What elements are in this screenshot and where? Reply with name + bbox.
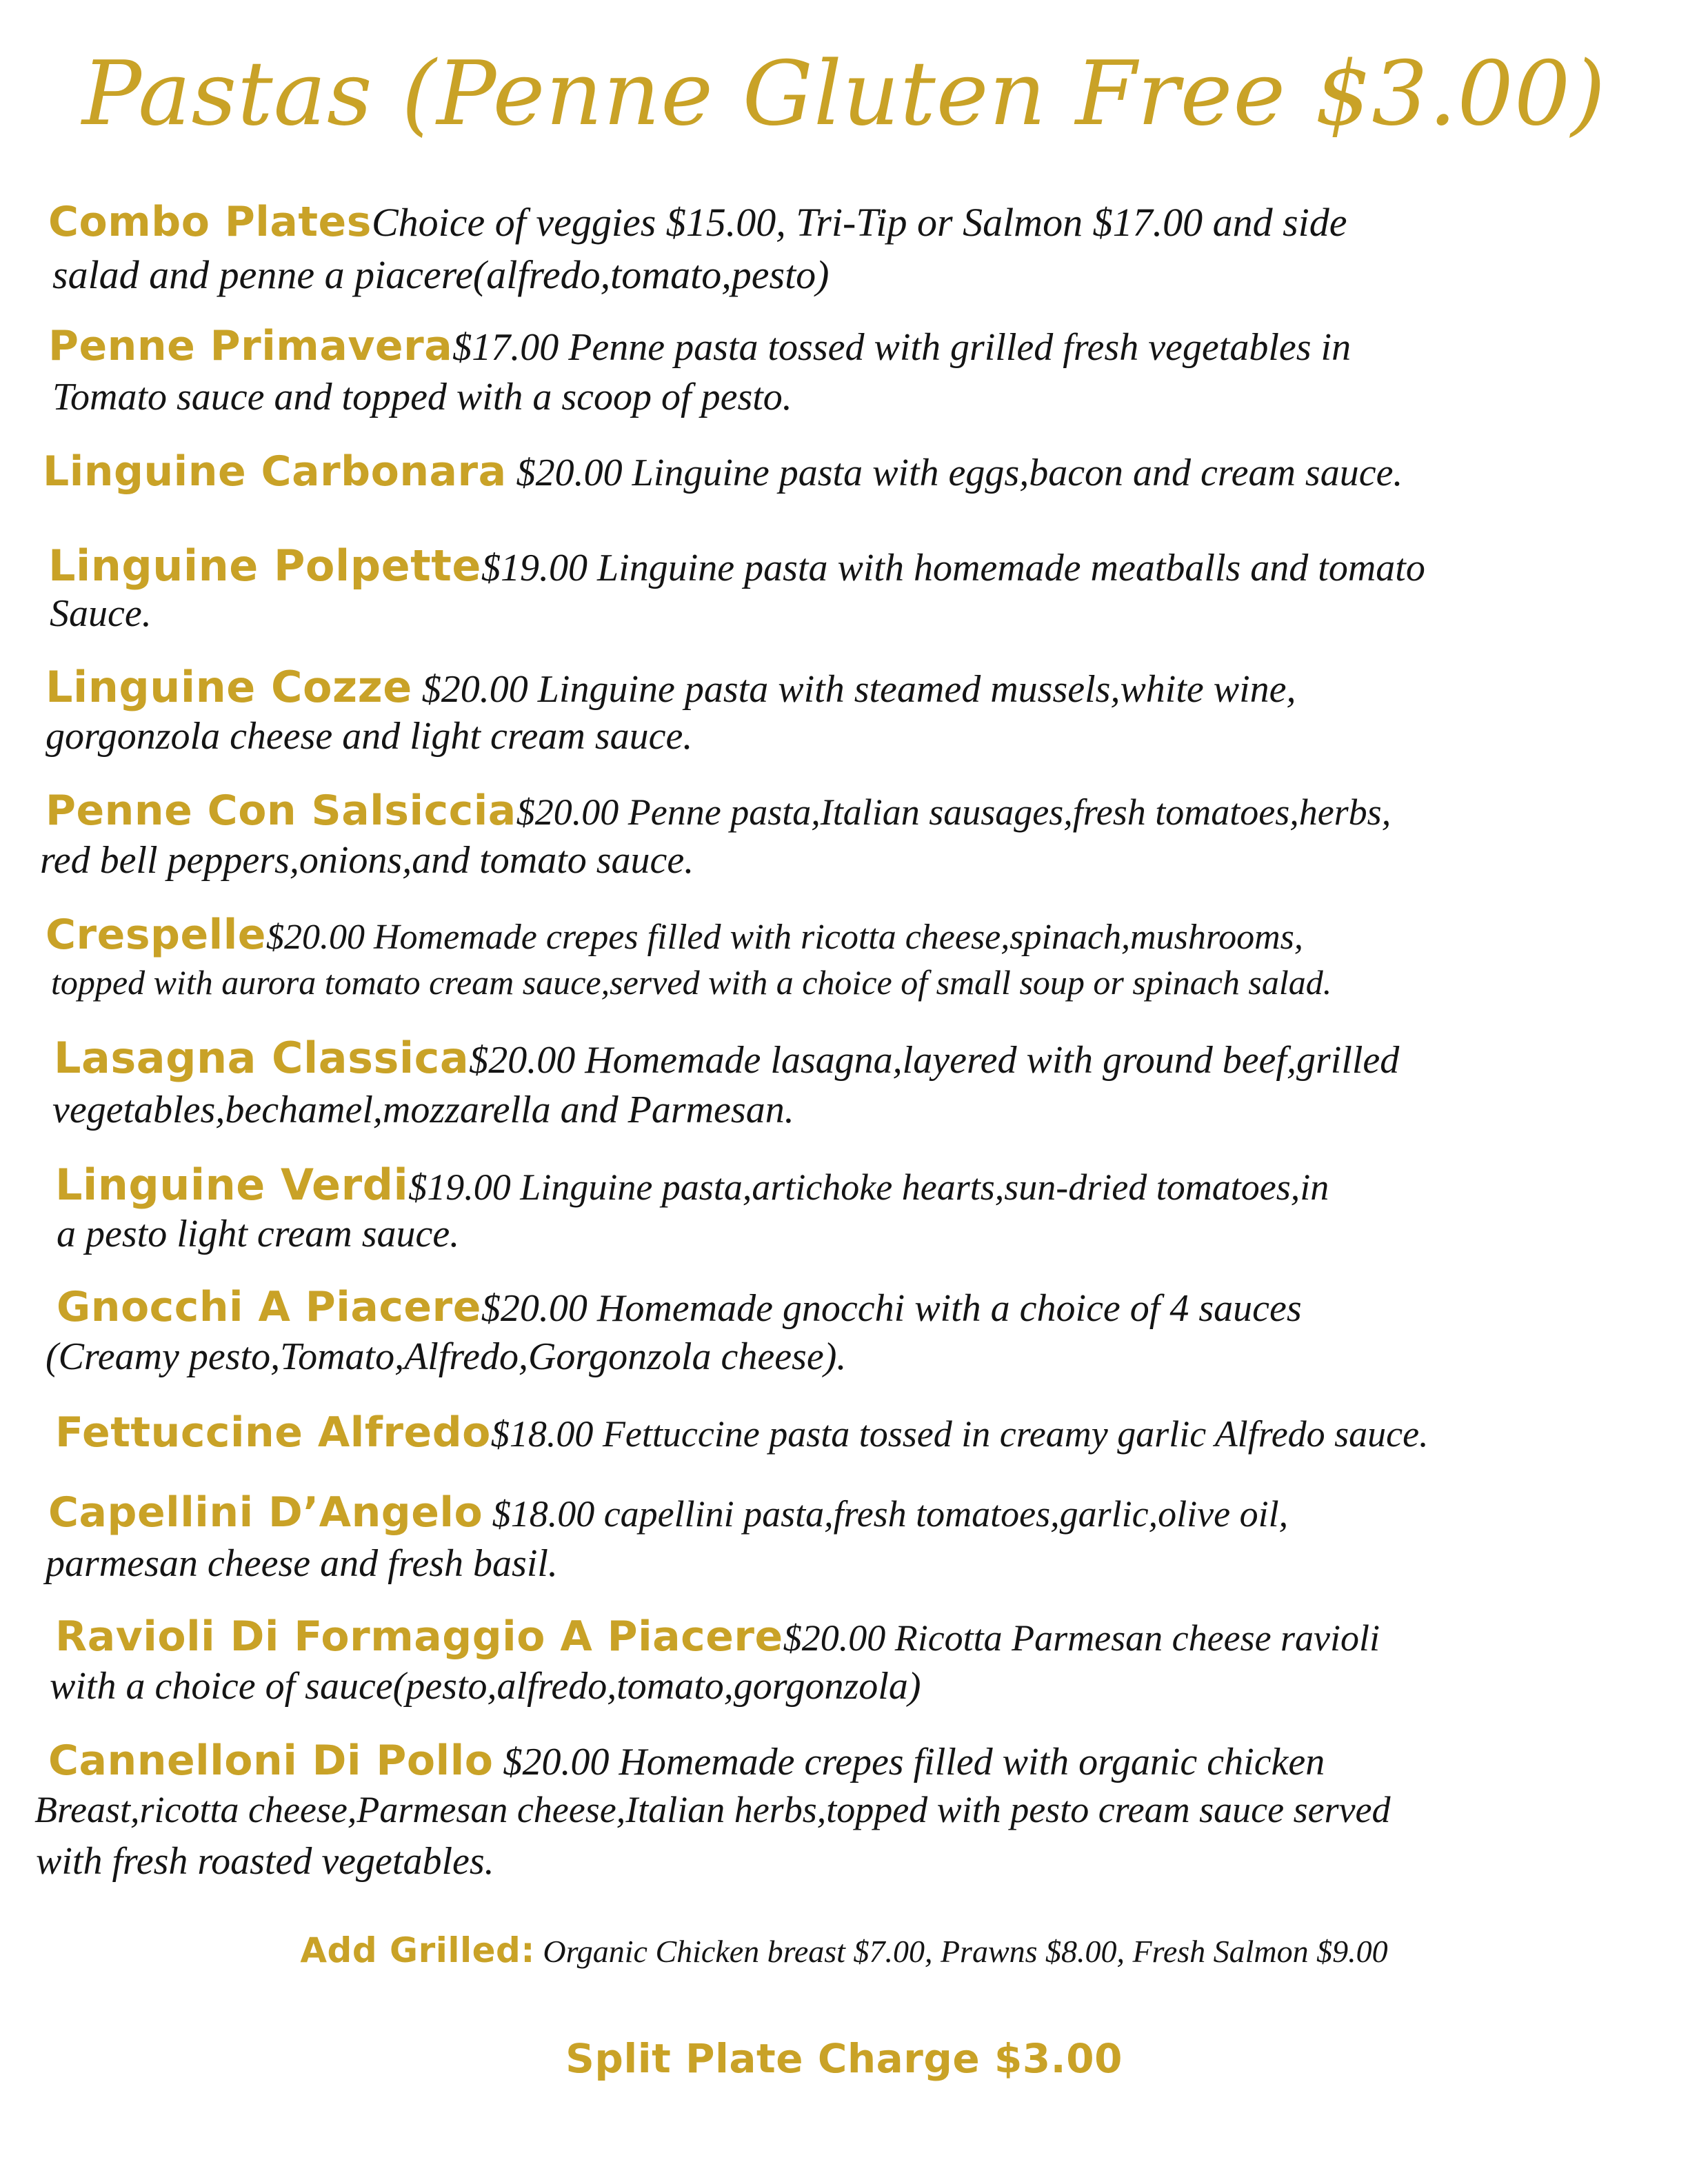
- item-description-continued: with a choice of sauce(pesto,alfredo,tomato,gorgonzola): [50, 1665, 921, 1708]
- menu-title: Pastas (Penne Gluten Free $3.00): [81, 43, 1607, 145]
- item-description-continued: red bell peppers,onions,and tomato sauce.: [40, 839, 694, 882]
- menu-item-linguine-polpette: [48, 540, 1425, 591]
- item-name: Penne Con Salsiccia: [46, 787, 516, 835]
- menu-item-cannelloni-di-pollo: [48, 1737, 1325, 1785]
- item-description-continued: a pesto light cream sauce.: [57, 1213, 460, 1255]
- menu-item-crespelle: [46, 911, 1303, 959]
- item-name: Cannelloni Di Pollo: [48, 1737, 494, 1785]
- item-description: $20.00 Homemade crepes filled with organic chicken: [493, 1741, 1325, 1783]
- menu-item-gnocchi-a-piacere: [57, 1283, 1302, 1331]
- menu-item-ravioli-di-formaggio: [55, 1612, 1380, 1661]
- item-description-continued: vegetables,bechamel,mozzarella and Parmesan.: [52, 1089, 794, 1131]
- item-description-continued: with fresh roasted vegetables.: [36, 1840, 494, 1883]
- menu-item-fettuccine-alfredo: [55, 1408, 1429, 1457]
- item-name: Penne Primavera: [48, 322, 453, 370]
- item-description-continued: Sauce.: [50, 592, 152, 635]
- item-description-continued: gorgonzola cheese and light cream sauce.: [46, 715, 693, 758]
- item-name: Capellini D’Angelo: [48, 1488, 483, 1537]
- item-description-continued: salad and penne a piacere(alfredo,tomato,pesto): [52, 252, 830, 297]
- item-name: Fettuccine Alfredo: [55, 1408, 491, 1457]
- item-description: $20.00 Linguine pasta with eggs,bacon and cream sauce.: [506, 452, 1403, 494]
- item-description: $19.00 Linguine pasta,artichoke hearts,sun-dried tomatoes,in: [408, 1166, 1329, 1208]
- split-plate-charge: Split Plate Charge $3.00: [565, 2035, 1123, 2082]
- menu-item-capellini-dangelo: [48, 1488, 1289, 1537]
- item-name: Linguine Carbonara: [43, 447, 507, 496]
- item-description: $19.00 Linguine pasta with homemade meatballs and tomato: [481, 547, 1425, 589]
- item-description: $20.00 Homemade gnocchi with a choice of 4 sauces: [481, 1287, 1302, 1330]
- menu-item-linguine-carbonara: [43, 447, 1403, 496]
- item-description: $20.00 Homemade crepes filled with ricotta cheese,spinach,mushrooms,: [266, 918, 1303, 957]
- item-description: $18.00 capellini pasta,fresh tomatoes,garlic,olive oil,: [483, 1493, 1289, 1535]
- item-name: Linguine Cozze: [46, 662, 412, 712]
- item-name: Lasagna Classica: [54, 1033, 470, 1083]
- item-description: $17.00 Penne pasta tossed with grilled fresh vegetables in: [452, 326, 1352, 369]
- menu-item-lasagna-classica: [54, 1033, 1400, 1083]
- item-description: $20.00 Homemade lasagna,layered with ground beef,grilled: [469, 1039, 1400, 1082]
- item-description-continued: parmesan cheese and fresh basil.: [46, 1542, 558, 1585]
- item-description-continued: topped with aurora tomato cream sauce,served with a choice of small soup or spinach salad.: [51, 963, 1332, 1002]
- item-description: $20.00 Linguine pasta with steamed mussels,white wine,: [412, 668, 1296, 711]
- item-name: Linguine Polpette: [48, 540, 481, 591]
- add-grilled-label: Add Grilled:: [300, 1930, 535, 1970]
- item-name: Ravioli Di Formaggio A Piacere: [55, 1612, 783, 1661]
- add-grilled-line: [0, 1930, 1688, 1970]
- menu-item-combo-plates: [48, 198, 1347, 246]
- item-description: Choice of veggies $15.00, Tri-Tip or Salmon $17.00 and side: [371, 200, 1347, 245]
- item-name: Crespelle: [46, 911, 266, 959]
- split-plate-line: [0, 2035, 1688, 2082]
- item-description: $18.00 Fettuccine pasta tossed in creamy garlic Alfredo sauce.: [490, 1413, 1429, 1455]
- menu-item-linguine-verdi: [55, 1160, 1329, 1210]
- menu-item-penne-con-salsiccia: [46, 787, 1391, 835]
- item-description: $20.00 Ricotta Parmesan cheese ravioli: [783, 1617, 1380, 1659]
- item-name: Gnocchi A Piacere: [57, 1283, 481, 1331]
- item-description: $20.00 Penne pasta,Italian sausages,fresh tomatoes,herbs,: [516, 791, 1391, 833]
- add-grilled-options: Organic Chicken breast $7.00, Prawns $8.00, Fresh Salmon $9.00: [534, 1934, 1388, 1969]
- item-name: Combo Plates: [48, 198, 372, 246]
- item-description-continued: Tomato sauce and topped with a scoop of pesto.: [52, 376, 792, 418]
- menu-item-penne-primavera: [48, 322, 1352, 370]
- menu-item-linguine-cozze: [46, 662, 1296, 712]
- item-name: Linguine Verdi: [55, 1160, 409, 1210]
- item-description-continued: (Creamy pesto,Tomato,Alfredo,Gorgonzola cheese).: [46, 1335, 847, 1378]
- item-description-continued: Breast,ricotta cheese,Parmesan cheese,Italian herbs,topped with pesto cream sauce served: [34, 1789, 1391, 1830]
